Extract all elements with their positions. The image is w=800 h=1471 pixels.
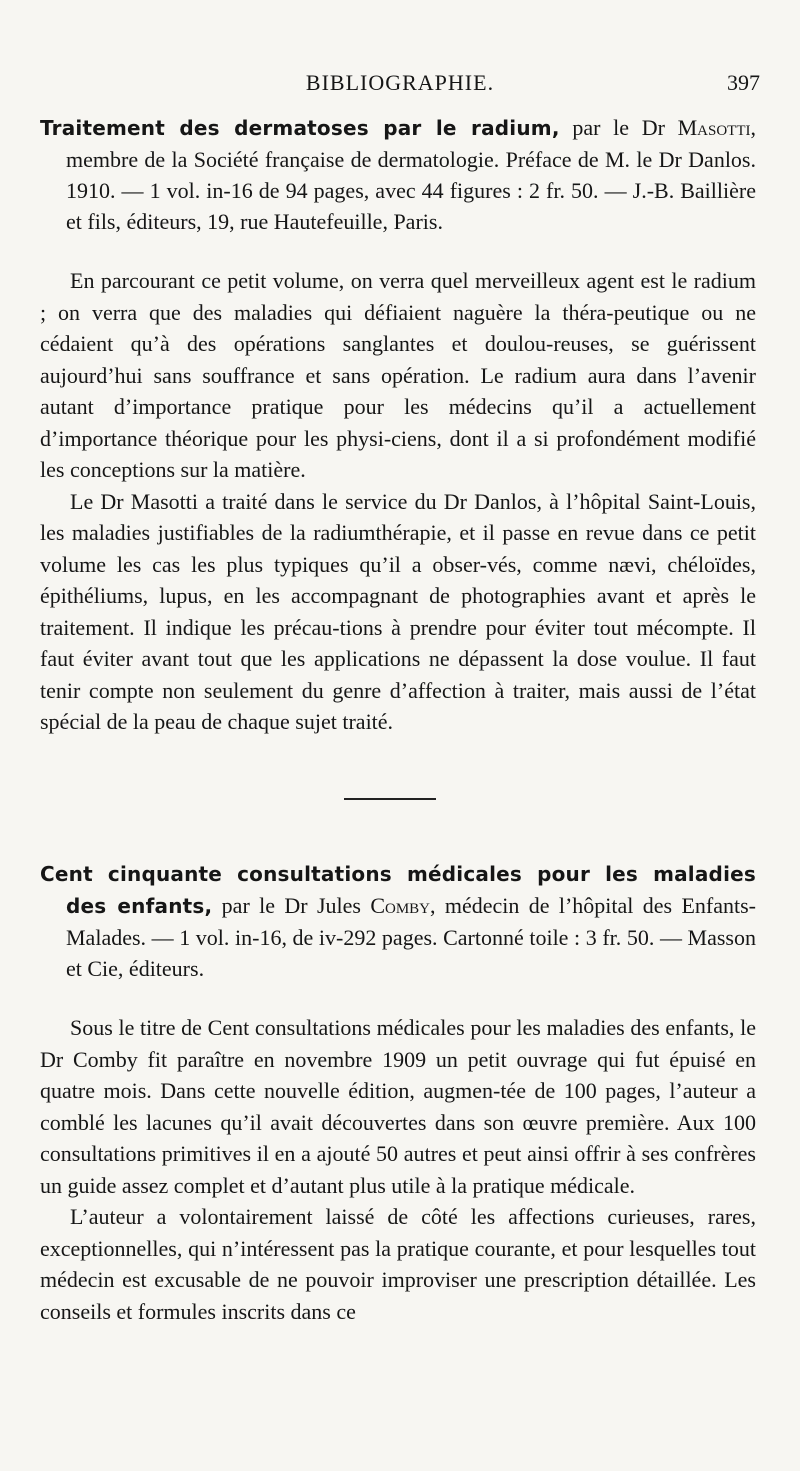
page-number: 397 [727,70,760,95]
review-paragraph: En parcourant ce petit volume, on verra quel merveilleux agent est le radium ; on verra que des maladies qui défiaient naguère la théra-peutique ou ne cédaient qu’à des opérations sanglantes et doulou-reuses, se guérissent aujourd’hui sans souffrance et sans opération. Le radium aura dans l’avenir autant d’importance pratique pour les médecins qu’il a actuellement d’importance théorique pour les physi-ciens, dont il a si profondément modifié les conceptions sur la matière. [40,268,756,482]
reference-lead: par le Dr Jules [212,893,371,918]
running-title: BIBLIOGRAPHIE. [305,70,495,95]
reference-lead: par le Dr [559,115,678,140]
review-entry-comby [40,858,756,1327]
review-entry-masotti [40,112,756,738]
running-header [40,70,760,106]
review-paragraph: Sous le titre de Cent consultations médicales pour les maladies des enfants, le Dr Comby fit paraître en novembre 1909 un petit ouvrage qui fut épuisé en quatre mois. Dans cette nouvelle édition, augmen-tée de 100 pages, l’auteur a comblé les lacunes qu’il avait découvertes dans son œuvre première. Aux 100 consultations primitives il en a ajouté 50 autres et peut ainsi offrir à ses confrères un guide assez complet et d’autant plus utile à la pratique médicale. [40,1015,756,1198]
section-divider [344,798,436,800]
book-title-heading: Traitement des dermatoses par le radium, [40,116,560,140]
reference-details: , membre de la Société française de dermatologie. Préface de M. le Dr Danlos. 1910. — 1 vol. in-16 de 94 pages, avec 44 figures : 2 fr. 50. — J.-B. Baillière et fils, éditeurs, 19, rue Hautefeuille, Paris. [66,115,756,234]
bibliographic-reference [40,858,756,984]
reference-details: , médecin de l’hôpital des Enfants-Malades. — 1 vol. in-16, de iv-292 pages. Cartonné toile : 3 fr. 50. — Masson et Cie, éditeurs. [66,893,756,981]
review-paragraph: L’auteur a volontairement laissé de côté les affections curieuses, rares, exceptionnelles, qui n’intéressent pas la pratique courante, et pour lesquelles tout médecin est excusable de ne pouvoir improviser une prescription détaillée. Les conseils et formules inscrits dans ce [40,1204,756,1324]
book-title-heading: Cent cinquante consultations médicales pour les maladies des enfants, [40,862,756,918]
author-name: Comby [370,893,430,918]
review-paragraph: Le Dr Masotti a traité dans le service du Dr Danlos, à l’hôpital Saint-Louis, les maladies justifiables de la radiumthérapie, et il passe en revue dans ce petit volume les cas les plus typiques qu’il a obser-vés, comme nævi, chéloïdes, épithéliums, lupus, en les accompagnant de photographies avant et après le traitement. Il indique les précau-tions à prendre pour éviter tout mécompte. Il faut éviter avant tout que les applications ne dépassent la dose voulue. Il faut tenir compte non seulement du genre d’affection à traiter, mais aussi de l’état spécial de la peau de chaque sujet traité. [40,488,756,734]
bibliographic-reference [40,112,756,237]
author-name: Masotti [677,115,751,140]
